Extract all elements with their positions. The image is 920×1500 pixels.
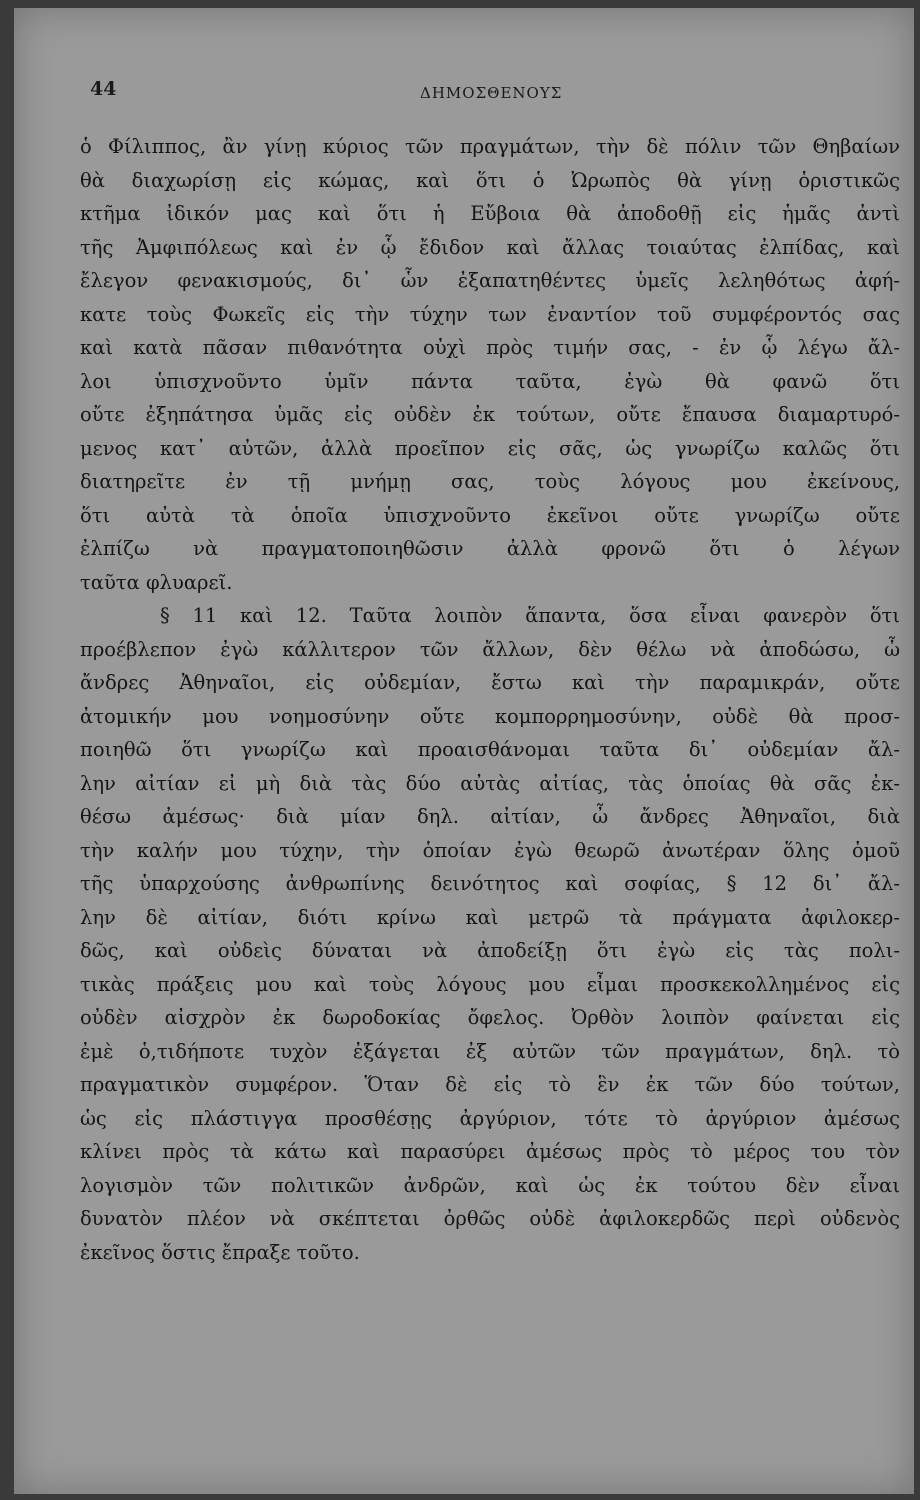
text-line: κλίνει πρὸς τὰ κάτω καὶ παρασύρει ἀμέσως πρὸς τὸ μέρος του τὸν <box>80 1140 900 1163</box>
text-line: καὶ κατὰ πᾶσαν πιθανότητα οὐχὶ πρὸς τιμήν σας, - ἐν ᾧ λέγω ἄλ- <box>80 336 900 359</box>
text-line: διατηρεῖτε ἐν τῇ μνήμῃ σας, τοὺς λόγους μου ἐκείνους, <box>80 470 900 493</box>
text-line: οὔτε ἐξηπάτησα ὑμᾶς εἰς οὐδὲν ἐκ τούτων, οὔτε ἔπαυσα διαμαρτυρό- <box>80 403 900 426</box>
text-line: οὐδὲν αἰσχρὸν ἐκ δωροδοκίας ὄφελος. Ὀρθὸν λοιπὸν φαίνεται εἰς <box>80 1006 900 1029</box>
text-line: τῆς Ἀμφιπόλεως καὶ ἐν ᾧ ἔδιδον καὶ ἄλλας τοιαύτας ἐλπίδας, καὶ <box>80 235 900 259</box>
text-line: λην δὲ αἰτίαν, διότι κρίνω καὶ μετρῶ τὰ πράγματα ἀφιλοκερ- <box>80 905 900 929</box>
paragraph-1 <box>80 130 900 599</box>
text-line: λοι ὑπισχνοῦντο ὑμῖν πάντα ταῦτα, ἐγὼ θὰ φανῶ ὅτι <box>80 369 900 393</box>
page-number: 44 <box>90 78 117 100</box>
text-line: θέσω ἀμέσως· διὰ μίαν δηλ. αἰτίαν, ὦ ἄνδρες Ἀθηναῖοι, διὰ <box>80 805 900 828</box>
text-line: ἔλεγον φενακισμούς, δι᾽ ὧν ἐξαπατηθέντες ὑμεῖς λεληθότως ἀφή- <box>80 269 900 292</box>
text-line: ταῦτα φλυαρεῖ. <box>80 570 233 594</box>
text-line: ὡς εἰς πλάστιγγα προσθέσῃς ἀργύριον, τότε τὸ ἀργύριον ἀμέσως <box>80 1106 900 1130</box>
text-line: ὁ Φίλιππος, ἂν γίνῃ κύριος τῶν πραγμάτων, τὴν δὲ πόλιν τῶν Θηβαίων <box>80 135 900 158</box>
text-line: προέβλεπον ἐγὼ κάλλιτερον τῶν ἄλλων, δὲν θέλω νὰ ἀποδώσω, ὦ <box>80 637 900 661</box>
text-line: ἀτομικήν μου νοημοσύνην οὔτε κομπορρημοσύνην, οὐδὲ θὰ προσ- <box>80 704 900 728</box>
text-line: πραγματικὸν συμφέρον. Ὅταν δὲ εἰς τὸ ἓν ἐκ τῶν δύο τούτων, <box>80 1073 900 1096</box>
running-title: ΔΗΜΟΣΘΕΝΟΥΣ <box>420 84 563 102</box>
text-line: ἐμὲ ὁ,τιδήποτε τυχὸν ἐξάγεται ἐξ αὐτῶν τῶν πραγμάτων, δηλ. τὸ <box>80 1039 900 1063</box>
text-body <box>80 130 900 1269</box>
text-line: λογισμὸν τῶν πολιτικῶν ἀνδρῶν, καὶ ὡς ἐκ τούτου δὲν εἶναι <box>80 1173 900 1197</box>
text-line: τῆς ὑπαρχούσης ἀνθρωπίνης δεινότητος καὶ σοφίας, § 12 δι᾽ ἄλ- <box>80 872 900 895</box>
text-line: τὴν καλήν μου τύχην, τὴν ὁποίαν ἐγὼ θεωρῶ ἀνωτέραν ὅλης ὁμοῦ <box>80 838 900 862</box>
text-line: δυνατὸν πλέον νὰ σκέπτεται ὀρθῶς οὐδὲ ἀφιλοκερδῶς περὶ οὐδενὸς <box>80 1207 900 1230</box>
text-line: κατε τοὺς Φωκεῖς εἰς τὴν τύχην των ἐναντίον τοῦ συμφέροντός σας <box>80 302 900 326</box>
text-line: ἐκεῖνος ὅστις ἔπραξε τοῦτο. <box>80 1240 360 1264</box>
text-line: ἄνδρες Ἀθηναῖοι, εἰς οὐδεμίαν, ἔστω καὶ τὴν παραμικράν, οὔτε <box>80 671 900 694</box>
text-line: ἐλπίζω νὰ πραγματοποιηθῶσιν ἀλλὰ φρονῶ ὅτι ὁ λέγων <box>80 537 900 560</box>
text-line: λην αἰτίαν εἰ μὴ διὰ τὰς δύο αὐτὰς αἰτίας, τὰς ὁποίας θὰ σᾶς ἐκ- <box>80 771 900 795</box>
text-line: θὰ διαχωρίσῃ εἰς κώμας, καὶ ὅτι ὁ Ὠρωπὸς θὰ γίνῃ ὁριστικῶς <box>80 168 900 192</box>
text-line: ὅτι αὐτὰ τὰ ὁποῖα ὑπισχνοῦντο ἐκεῖνοι οὔτε γνωρίζω οὔτε <box>80 503 900 527</box>
text-line: δῶς, καὶ οὐδεὶς δύναται νὰ ἀποδείξῃ ὅτι ἐγὼ εἰς τὰς πολι- <box>80 939 900 962</box>
text-line: § 11 καὶ 12. Ταῦτα λοιπὸν ἅπαντα, ὅσα εἶναι φανερὸν ὅτι <box>160 604 900 627</box>
page-header <box>90 78 910 108</box>
text-line: τικὰς πράξεις μου καὶ τοὺς λόγους μου εἶμαι προσκεκολλημένος εἰς <box>80 972 900 996</box>
paragraph-2 <box>80 599 900 1269</box>
text-line: μενος κατ᾽ αὐτῶν, ἀλλὰ προεῖπον εἰς σᾶς, ὡς γνωρίζω καλῶς ὅτι <box>80 436 900 460</box>
text-line: ποιηθῶ ὅτι γνωρίζω καὶ προαισθάνομαι ταῦτα δι᾽ οὐδεμίαν ἄλ- <box>80 738 900 761</box>
text-line: κτῆμα ἰδικόν μας καὶ ὅτι ἡ Εὔβοια θὰ ἀποδοθῇ εἰς ἡμᾶς ἀντὶ <box>80 202 900 225</box>
